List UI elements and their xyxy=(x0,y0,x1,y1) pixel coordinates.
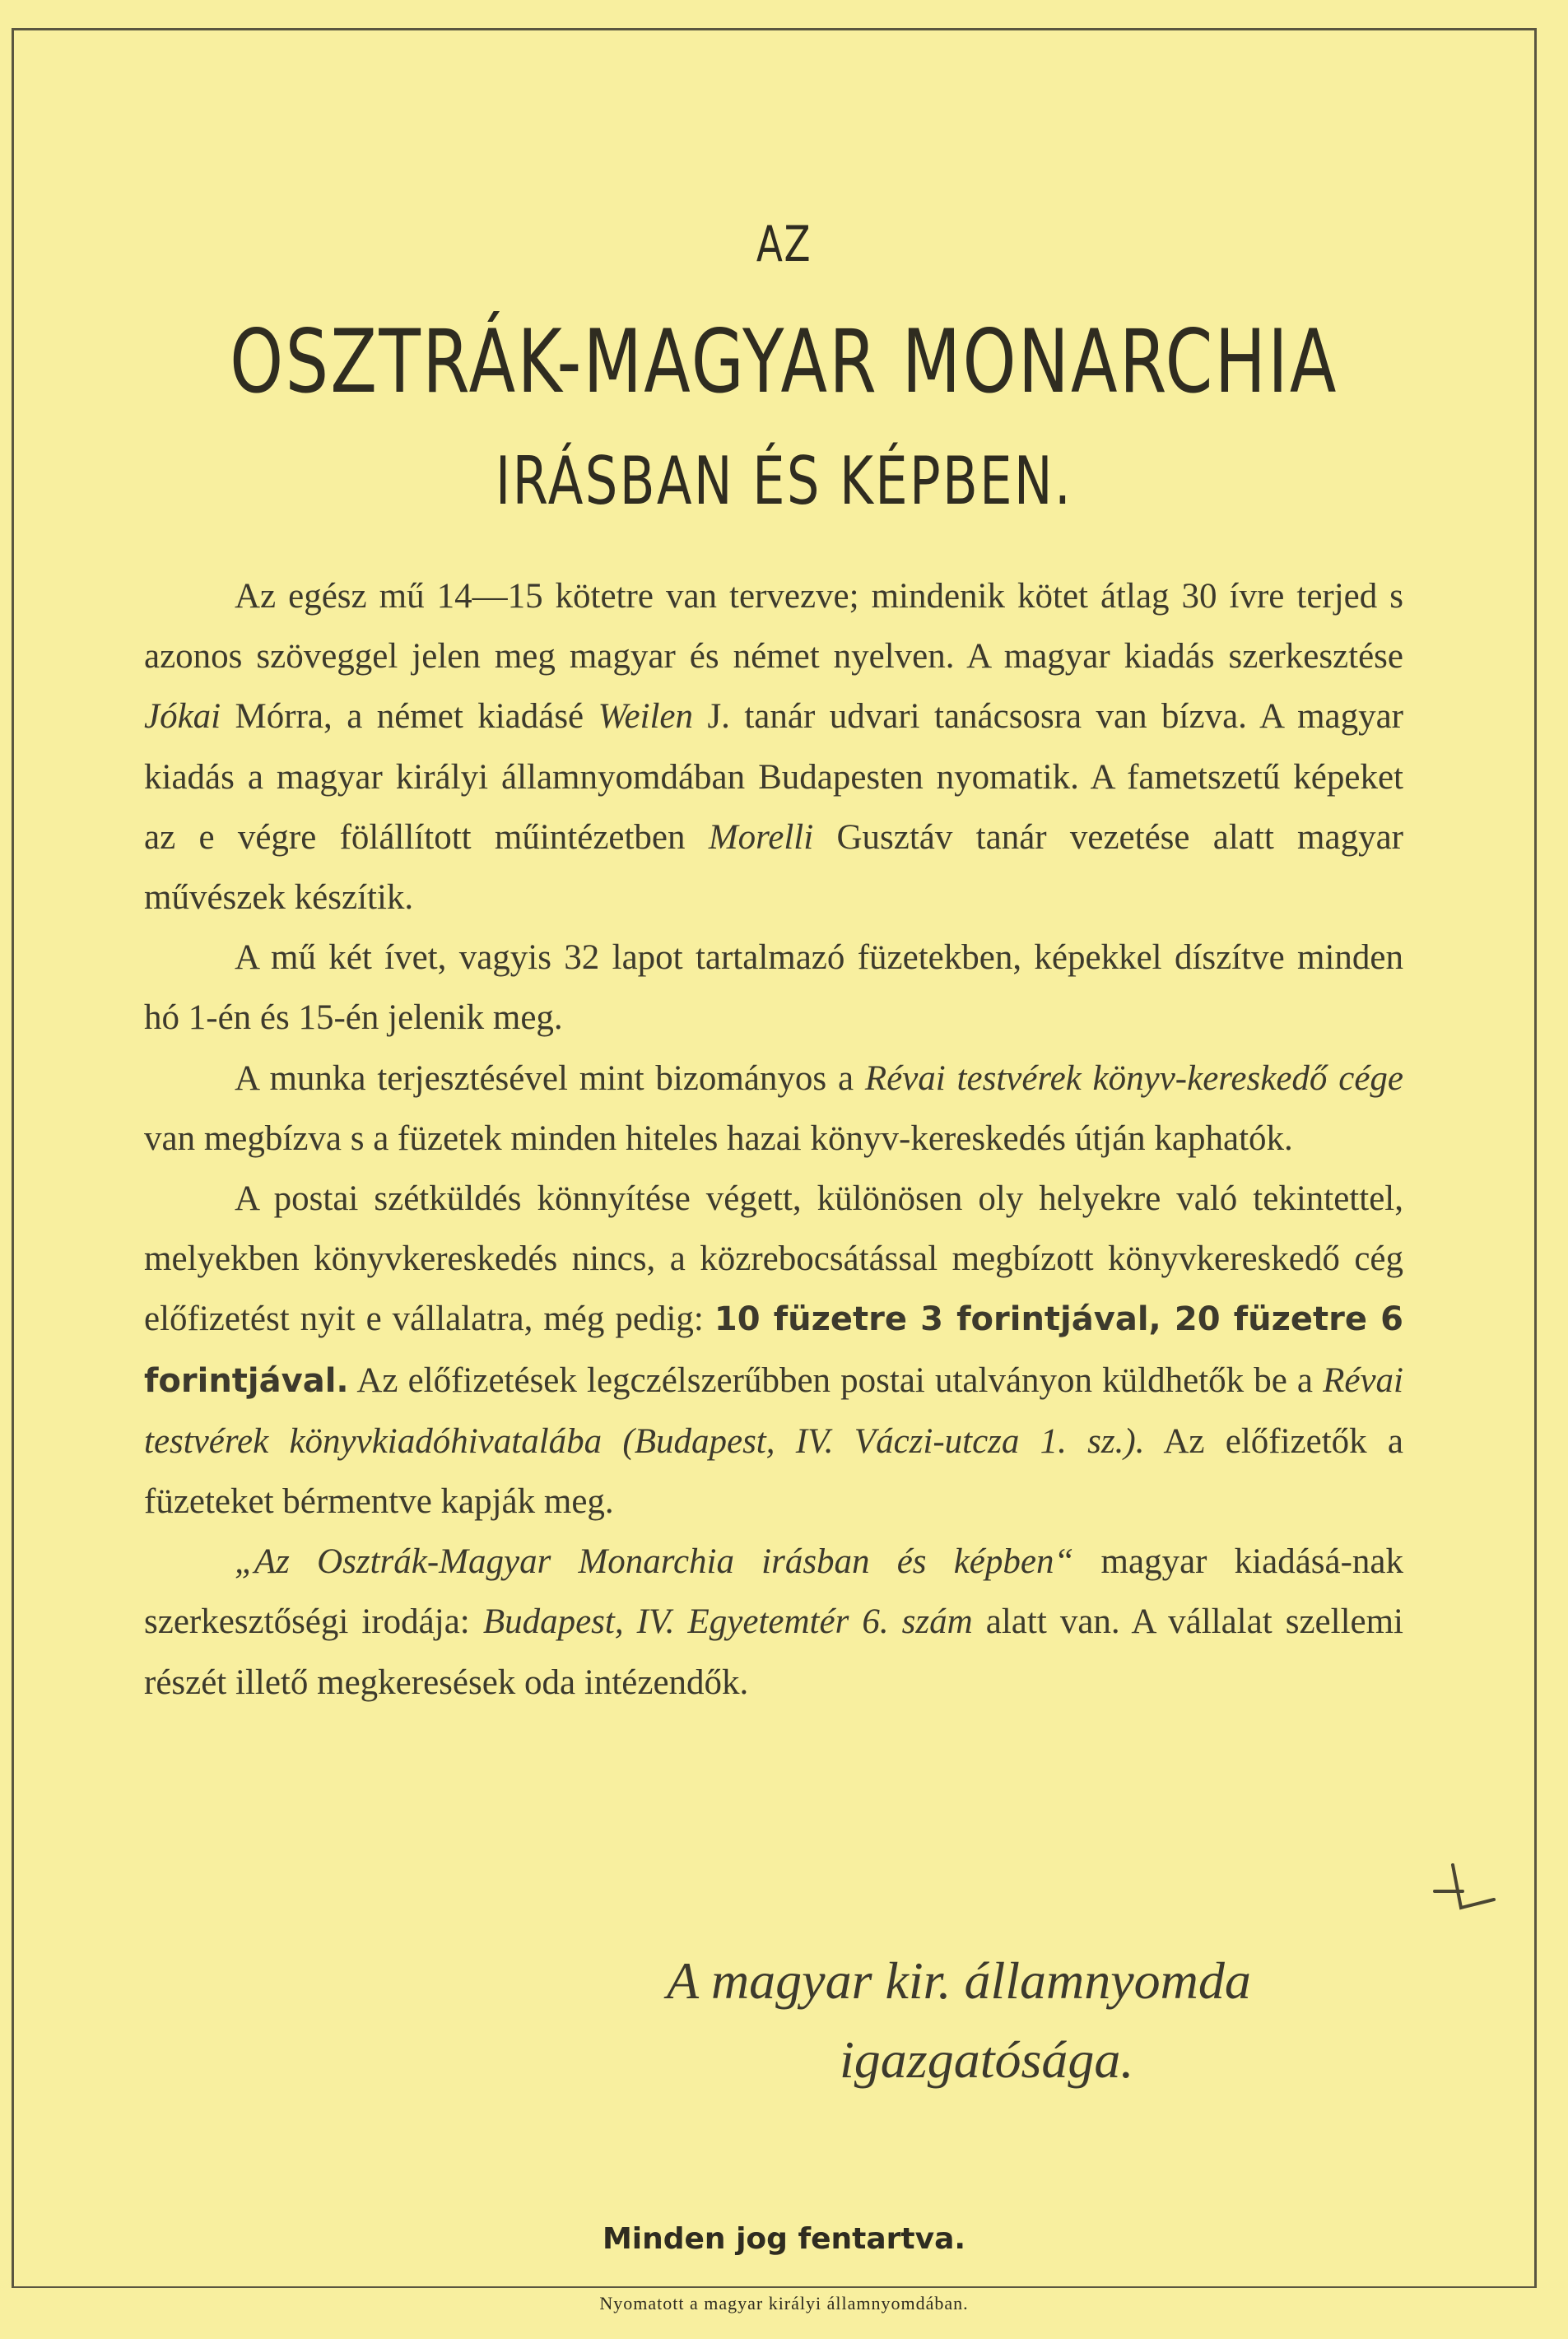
frame-left-rule xyxy=(12,28,14,2288)
frame-bottom-rule xyxy=(12,2286,1537,2288)
subscription-prices: 10 füzetre 3 forintjával, 20 füzetre 6 forintjával. xyxy=(144,1300,1404,1400)
frame-right-rule xyxy=(1534,28,1537,2288)
pre-title: AZ xyxy=(756,216,812,273)
paragraph-4 xyxy=(144,1169,1403,1532)
p5-text-b: alatt van. A vállalat szellemi részét illető megkeresések oda intézendők. xyxy=(144,1602,1403,1702)
signature-line-1: A magyar kir. államnyomda xyxy=(667,1951,1251,2010)
editorial-address: Budapest, IV. Egyetemtér 6. szám xyxy=(482,1602,973,1642)
p5-text-a: magyar kiadásá-nak szerkesztőségi irodája: xyxy=(144,1542,1403,1642)
p3-text-a: A munka terjesztésével mint bizományos a xyxy=(235,1058,865,1098)
p3-text-b: van megbízva s a füzetek minden hiteles hazai könyv-kereskedés útján kaphatók. xyxy=(144,1118,1293,1158)
body-text xyxy=(144,566,1403,1713)
paragraph-1 xyxy=(144,566,1403,928)
p1-text-d: Gusztáv tanár vezetése alatt magyar művészek készítik. xyxy=(144,817,1403,918)
page-subtitle: IRÁSBAN ÉS KÉPBEN. xyxy=(495,443,1073,519)
p1-text-b: Mórra, a német kiadásé xyxy=(221,697,598,737)
revai-office-address: Révai testvérek könyvkiadóhivatalába (Budapest, IV. Váczi-utcza 1. sz.). xyxy=(144,1360,1403,1461)
rights-reserved: Minden jog fentartva. xyxy=(602,2222,966,2256)
name-jokai: Jókai xyxy=(144,697,221,737)
p1-text-c: J. tanár udvari tanácsosra van bízva. A magyar kiadás a magyar királyi államnyomdában Budapesten nyomatik. A fametszetű képeket az e végre fölállított műintézetben xyxy=(144,697,1404,857)
signature-line-2: igazgatósága. xyxy=(840,2030,1134,2089)
p1-text-a: Az egész mű 14—15 kötetre van tervezve; mindenik kötet átlag 30 ívre terjed s azonos szöveggel jelen meg magyar és német nyelven. A magyar kiadás szerkesztése xyxy=(144,577,1403,677)
p4-text-a: A postai szétküldés könnyítése végett, különösen oly helyekre való tekintettel, melyekben könyvkereskedés nincs, a közrebocsátással megbízott könyvkereskedő cég előfizetést nyit e vállalatra, még pedig: xyxy=(144,1179,1403,1339)
paragraph-5 xyxy=(144,1532,1403,1713)
paragraph-3 xyxy=(144,1049,1403,1169)
name-revai: Révai testvérek könyv-kereskedő cége xyxy=(864,1058,1403,1098)
p4-text-c: Az előfizetők a füzeteket bérmentve kapják meg. xyxy=(144,1421,1403,1522)
frame-top-rule xyxy=(12,28,1537,30)
name-weilen: Weilen xyxy=(598,697,694,737)
paragraph-2: A mű két ívet, vagyis 32 lapot tartalmazó füzetekben, képekkel díszítve minden hó 1-én és 15-én jelenik meg. xyxy=(144,938,1403,1038)
handwritten-mark-icon xyxy=(1428,1858,1502,1924)
name-morelli: Morelli xyxy=(708,817,814,857)
printer-imprint: Nyomatott a magyar királyi államnyomdában. xyxy=(599,2293,969,2313)
p4-text-b: Az előfizetések legczélszerűbben postai utalványon küldhetők be a xyxy=(348,1360,1324,1400)
page-title: OSZTRÁK-MAGYAR MONARCHIA xyxy=(230,311,1338,412)
work-title-quote: „Az Osztrák-Magyar Monarchia irásban és képben“ xyxy=(235,1542,1074,1582)
